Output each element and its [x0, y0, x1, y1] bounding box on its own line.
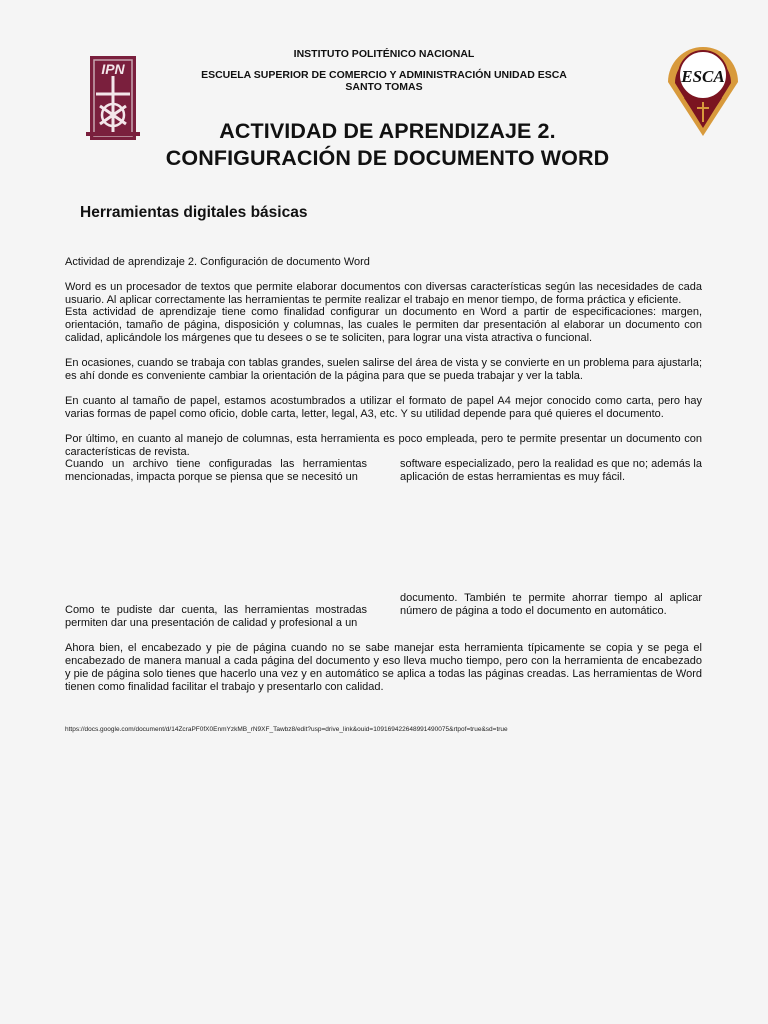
paragraph-activity-purpose: Esta actividad de aprendizaje tiene como finalidad configurar un documento en Word a partir de especificaciones: margen, orientación, tamaño de página, disposición y columnas, las cuales le permiten dar presentación al elaborar un documento con calidad, aplicándole los márgenes que tu desees o se te soliciten, para lograr una vista atractiva o funcional.	[65, 306, 702, 344]
school-name: ESCUELA SUPERIOR DE COMERCIO Y ADMINISTRACIÓN UNIDAD ESCA	[201, 69, 567, 81]
institution-name: INSTITUTO POLITÉNICO NACIONAL	[293, 48, 475, 60]
document-title-line2: CONFIGURACIÓN DE DOCUMENTO WORD	[165, 146, 610, 170]
paragraph-columns: Por último, en cuanto al manejo de columnas, esta herramienta es poco empleada, pero te permite presentar un documento con características de revista.	[65, 433, 702, 458]
section-subtitle: Herramientas digitales básicas	[80, 204, 308, 221]
document-link[interactable]: https://docs.google.com/document/d/14ZcraPF0fX0EnmYzkMB_rN9XF_Tawbz8/edit?usp=drive_link&ouid=109169422648991490075&rtpof=true&sd=true	[65, 726, 508, 733]
paragraph-activity: Actividad de aprendizaje 2. Configuración de documento Word	[65, 256, 370, 268]
column-right-text-1: software especializado, pero la realidad es que no; además la aplicación de estas herramientas es muy fácil.	[400, 458, 702, 483]
paragraph-orientation: En ocasiones, cuando se trabaja con tablas grandes, suelen salirse del área de vista y se convierte en un problema para ajustarla; es ahí donde es conveniente cambiar la orientación de la página para que se pueda trabajar y ver la tabla.	[65, 357, 702, 382]
campus-name: SANTO TOMAS	[345, 81, 423, 93]
paragraph-header-footer: Ahora bien, el encabezado y pie de página cuando no se sabe manejar esta herramienta típicamente se copia y se pega el encabezado de manera manual a cada página del documento y eso lleva mucho tiempo, pero con la herramienta de encabezado y pie de página solo tienes que hacerlo una vez y en automático se aplica a todas las páginas creadas. Las herramientas de Word tienen como finalidad facilitar el trabajo y presentarlo con calidad.	[65, 642, 702, 693]
column-left-text-2: Como te pudiste dar cuenta, las herramientas mostradas permiten dar una presentación de calidad y profesional a un	[65, 604, 367, 629]
paragraph-word-intro: Word es un procesador de textos que permite elaborar documentos con diversas características según las necesidades de cada usuario. Al aplicar correctamente las herramientas te permite realizar el trabajo en menor tiempo, de forma práctica y eficiente.	[65, 281, 702, 306]
column-right-text-2: documento. También te permite ahorrar tiempo al aplicar número de página a todo el documento en automático.	[400, 592, 702, 617]
esca-logo-text: ESCA	[681, 67, 725, 86]
paragraph-paper-size: En cuanto al tamaño de papel, estamos acostumbrados a utilizar el formato de papel A4 mejor conocido como carta, pero hay varias formas de papel como oficio, doble carta, letter, legal, A3, etc. Y su utilidad depende para qué quieres el documento.	[65, 395, 702, 420]
ipn-logo-text: IPN	[101, 61, 125, 77]
column-left-text-1: Cuando un archivo tiene configuradas las herramientas mencionadas, impacta porque se piensa que se necesitó un	[65, 458, 367, 483]
document-title-line1: ACTIVIDAD DE APRENDIZAJE 2.	[219, 119, 556, 143]
